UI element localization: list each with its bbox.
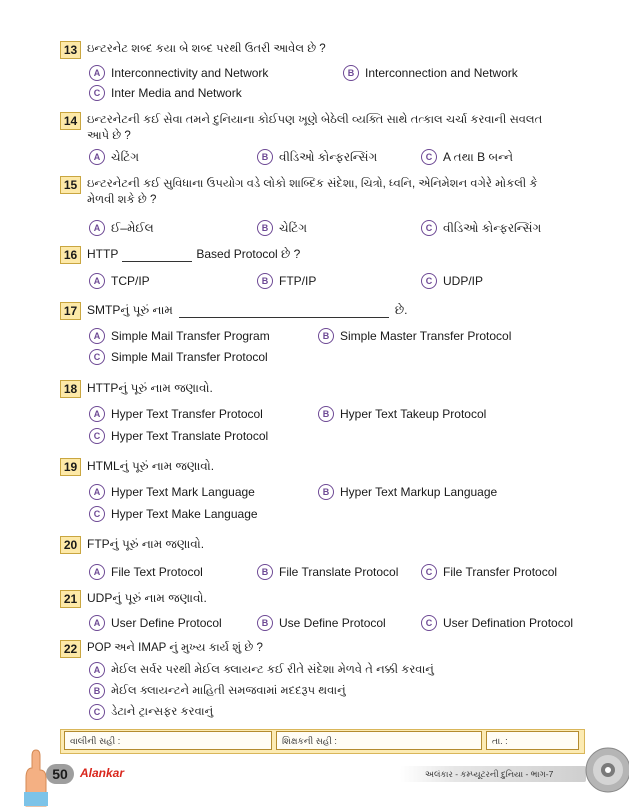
option-label: Hyper Text Markup Language bbox=[340, 484, 498, 499]
option-letter: C bbox=[89, 704, 105, 720]
option-label: ડેટાને ટ્રાન્સફર કરવાનું bbox=[111, 705, 214, 718]
option-c[interactable] bbox=[421, 273, 483, 289]
teacher-signature-field[interactable] bbox=[276, 731, 482, 750]
parent-signature-field[interactable] bbox=[64, 731, 272, 750]
question-text: HTTP Based Protocol છે ? bbox=[87, 247, 301, 261]
option-label: UDP/IP bbox=[443, 273, 484, 288]
question-15 bbox=[60, 176, 600, 208]
question-text: HTTPનું પૂરું નામ જણાવો. bbox=[87, 381, 213, 395]
option-label: ચેટિંગ bbox=[111, 149, 140, 164]
option-label: User Define Protocol bbox=[111, 615, 222, 630]
book-title: અલંકાર - કમ્પ્યૂટરની દુનિયા - ભાગ-7 bbox=[425, 769, 554, 779]
option-letter: B bbox=[257, 273, 273, 289]
option-letter: B bbox=[257, 149, 273, 165]
option-letter: B bbox=[318, 484, 334, 500]
option-b[interactable] bbox=[89, 683, 346, 699]
option-label: Hyper Text Make Language bbox=[111, 506, 258, 521]
question-19 bbox=[60, 458, 600, 476]
question-number: 16 bbox=[60, 246, 81, 264]
option-label: Hyper Text Mark Language bbox=[111, 484, 255, 499]
question-18 bbox=[60, 380, 600, 398]
option-a[interactable] bbox=[89, 406, 263, 422]
page-number: 50 bbox=[52, 766, 68, 782]
option-label: વીડિઓ કોન્ફરન્સિંગ bbox=[443, 220, 542, 235]
question-14 bbox=[60, 112, 600, 144]
option-letter: B bbox=[257, 220, 273, 236]
option-letter: A bbox=[89, 65, 105, 81]
option-a[interactable] bbox=[89, 220, 154, 236]
option-c[interactable] bbox=[89, 704, 213, 720]
option-a[interactable] bbox=[89, 615, 222, 631]
option-label: Simple Master Transfer Protocol bbox=[340, 328, 512, 343]
option-c[interactable] bbox=[421, 220, 541, 236]
question-text: ઇન્ટરનેટની કઈ સેવા તમને દુનિયાના કોઈપણ ખૂણે બેઠેલી વ્યક્તિ સાથે તત્કાલ ચર્ચા કરવાની સવલત આપે છે ? bbox=[87, 114, 543, 142]
option-a[interactable] bbox=[89, 564, 203, 580]
answer-blank[interactable] bbox=[179, 317, 389, 318]
option-label: Interconnectivity and Network bbox=[111, 65, 269, 80]
cd-icon bbox=[584, 746, 629, 794]
option-b[interactable] bbox=[343, 65, 518, 81]
option-c[interactable] bbox=[89, 428, 268, 444]
question-text: FTPનું પૂરું નામ જણાવો. bbox=[87, 537, 205, 551]
option-label: Hyper Text Takeup Protocol bbox=[340, 406, 487, 421]
option-letter: A bbox=[89, 328, 105, 344]
option-label: A તથા B બન્ને bbox=[443, 149, 514, 164]
question-13 bbox=[60, 41, 600, 59]
option-letter: A bbox=[89, 615, 105, 631]
option-label: મેઈલ ક્લાયન્ટને માહિતી સમજવામાં મદદરૂપ થવાનું bbox=[111, 684, 346, 697]
question-number: 14 bbox=[60, 112, 81, 130]
question-text: UDPનું પૂરું નામ જણાવો. bbox=[87, 591, 207, 605]
question-number: 13 bbox=[60, 41, 81, 59]
option-label: ચેટિંગ bbox=[279, 220, 308, 235]
option-label: TCP/IP bbox=[111, 273, 150, 288]
option-label: Hyper Text Transfer Protocol bbox=[111, 406, 263, 421]
option-label: File Translate Protocol bbox=[279, 564, 399, 579]
option-label: Use Define Protocol bbox=[279, 615, 386, 630]
option-letter: B bbox=[89, 683, 105, 699]
option-label: File Transfer Protocol bbox=[443, 564, 558, 579]
option-letter: A bbox=[89, 149, 105, 165]
question-22 bbox=[60, 640, 600, 658]
option-c[interactable] bbox=[421, 615, 573, 631]
option-letter: C bbox=[421, 273, 437, 289]
date-field[interactable] bbox=[486, 731, 579, 750]
option-label: Interconnection and Network bbox=[365, 65, 518, 80]
option-b[interactable] bbox=[318, 406, 486, 422]
option-label: Simple Mail Transfer Program bbox=[111, 328, 270, 343]
option-letter: B bbox=[257, 615, 273, 631]
question-text: ઇન્ટરનેટની કઈ સુવિધાના ઉપયોગ વડે લોકો શાબ્દિક સંદેશા, ચિત્રો, ધ્વનિ, એનિમેશન વગેરે મોકલી કે મેળવી શકે છે ? bbox=[87, 178, 538, 206]
option-b[interactable] bbox=[257, 220, 307, 236]
option-a[interactable] bbox=[89, 484, 255, 500]
question-number: 22 bbox=[60, 640, 81, 658]
option-letter: C bbox=[421, 564, 437, 580]
option-label: ઈ–મેઈલ bbox=[111, 220, 154, 235]
option-letter: C bbox=[89, 349, 105, 365]
question-number: 21 bbox=[60, 590, 81, 608]
option-letter: C bbox=[421, 220, 437, 236]
option-c[interactable] bbox=[421, 564, 557, 580]
question-number: 17 bbox=[60, 302, 81, 320]
option-letter: C bbox=[89, 506, 105, 522]
question-text: HTMLનું પૂરું નામ જણાવો. bbox=[87, 459, 215, 473]
option-letter: C bbox=[421, 615, 437, 631]
option-letter: C bbox=[89, 428, 105, 444]
option-b[interactable] bbox=[257, 149, 377, 165]
question-21 bbox=[60, 590, 600, 608]
option-c[interactable] bbox=[89, 349, 268, 365]
option-letter: A bbox=[89, 662, 105, 678]
option-a[interactable] bbox=[89, 65, 268, 81]
option-c[interactable] bbox=[421, 149, 513, 165]
option-label: Inter Media and Network bbox=[111, 85, 242, 100]
option-label: Hyper Text Translate Protocol bbox=[111, 428, 269, 443]
option-a[interactable] bbox=[89, 273, 150, 289]
question-number: 20 bbox=[60, 536, 81, 554]
question-20 bbox=[60, 536, 600, 554]
option-letter: A bbox=[89, 273, 105, 289]
option-a[interactable] bbox=[89, 662, 434, 678]
question-16 bbox=[60, 246, 600, 264]
parent-signature-label: વાલીની સહી : bbox=[70, 736, 121, 746]
option-b[interactable] bbox=[257, 564, 398, 580]
option-label: File Text Protocol bbox=[111, 564, 203, 579]
question-text: SMTPનું પૂરું નામ છે. bbox=[87, 303, 408, 317]
question-text: ઇન્ટરનેટ શબ્દ કયા બે શબ્દ પરથી ઉતરી આવેલ છે ? bbox=[87, 43, 326, 55]
option-letter: B bbox=[343, 65, 359, 81]
teacher-signature-label: શિક્ષકની સહી : bbox=[282, 736, 337, 746]
option-label: મેઈલ સર્વર પરથી મેઈલ ક્લાયન્ટ કઈ રીતે સંદેશા મેળવે તે નક્કી કરવાનું bbox=[111, 663, 434, 676]
answer-blank[interactable] bbox=[122, 261, 192, 262]
option-letter: A bbox=[89, 406, 105, 422]
option-c[interactable] bbox=[89, 85, 242, 101]
option-letter: C bbox=[421, 149, 437, 165]
option-c[interactable] bbox=[89, 506, 258, 522]
question-number: 18 bbox=[60, 380, 81, 398]
brand-logo: Alankar bbox=[80, 766, 125, 780]
option-label: FTP/IP bbox=[279, 273, 317, 288]
option-a[interactable] bbox=[89, 149, 139, 165]
option-label: Simple Mail Transfer Protocol bbox=[111, 349, 268, 364]
option-letter: A bbox=[89, 484, 105, 500]
option-letter: C bbox=[89, 85, 105, 101]
option-letter: B bbox=[318, 406, 334, 422]
option-b[interactable] bbox=[318, 484, 497, 500]
option-letter: B bbox=[257, 564, 273, 580]
option-b[interactable] bbox=[318, 328, 511, 344]
option-letter: A bbox=[89, 564, 105, 580]
date-label: તા. : bbox=[492, 736, 508, 746]
question-number: 15 bbox=[60, 176, 81, 194]
option-b[interactable] bbox=[257, 273, 316, 289]
option-label: User Defination Protocol bbox=[443, 615, 574, 630]
option-b[interactable] bbox=[257, 615, 386, 631]
question-number: 19 bbox=[60, 458, 81, 476]
question-17 bbox=[60, 302, 600, 320]
option-label: વીડિઓ કોન્ફરન્સિંગ bbox=[279, 149, 378, 164]
option-letter: B bbox=[318, 328, 334, 344]
option-letter: A bbox=[89, 220, 105, 236]
question-text: POP અને IMAP નું મુખ્ય કાર્ય શું છે ? bbox=[87, 642, 263, 654]
option-a[interactable] bbox=[89, 328, 270, 344]
